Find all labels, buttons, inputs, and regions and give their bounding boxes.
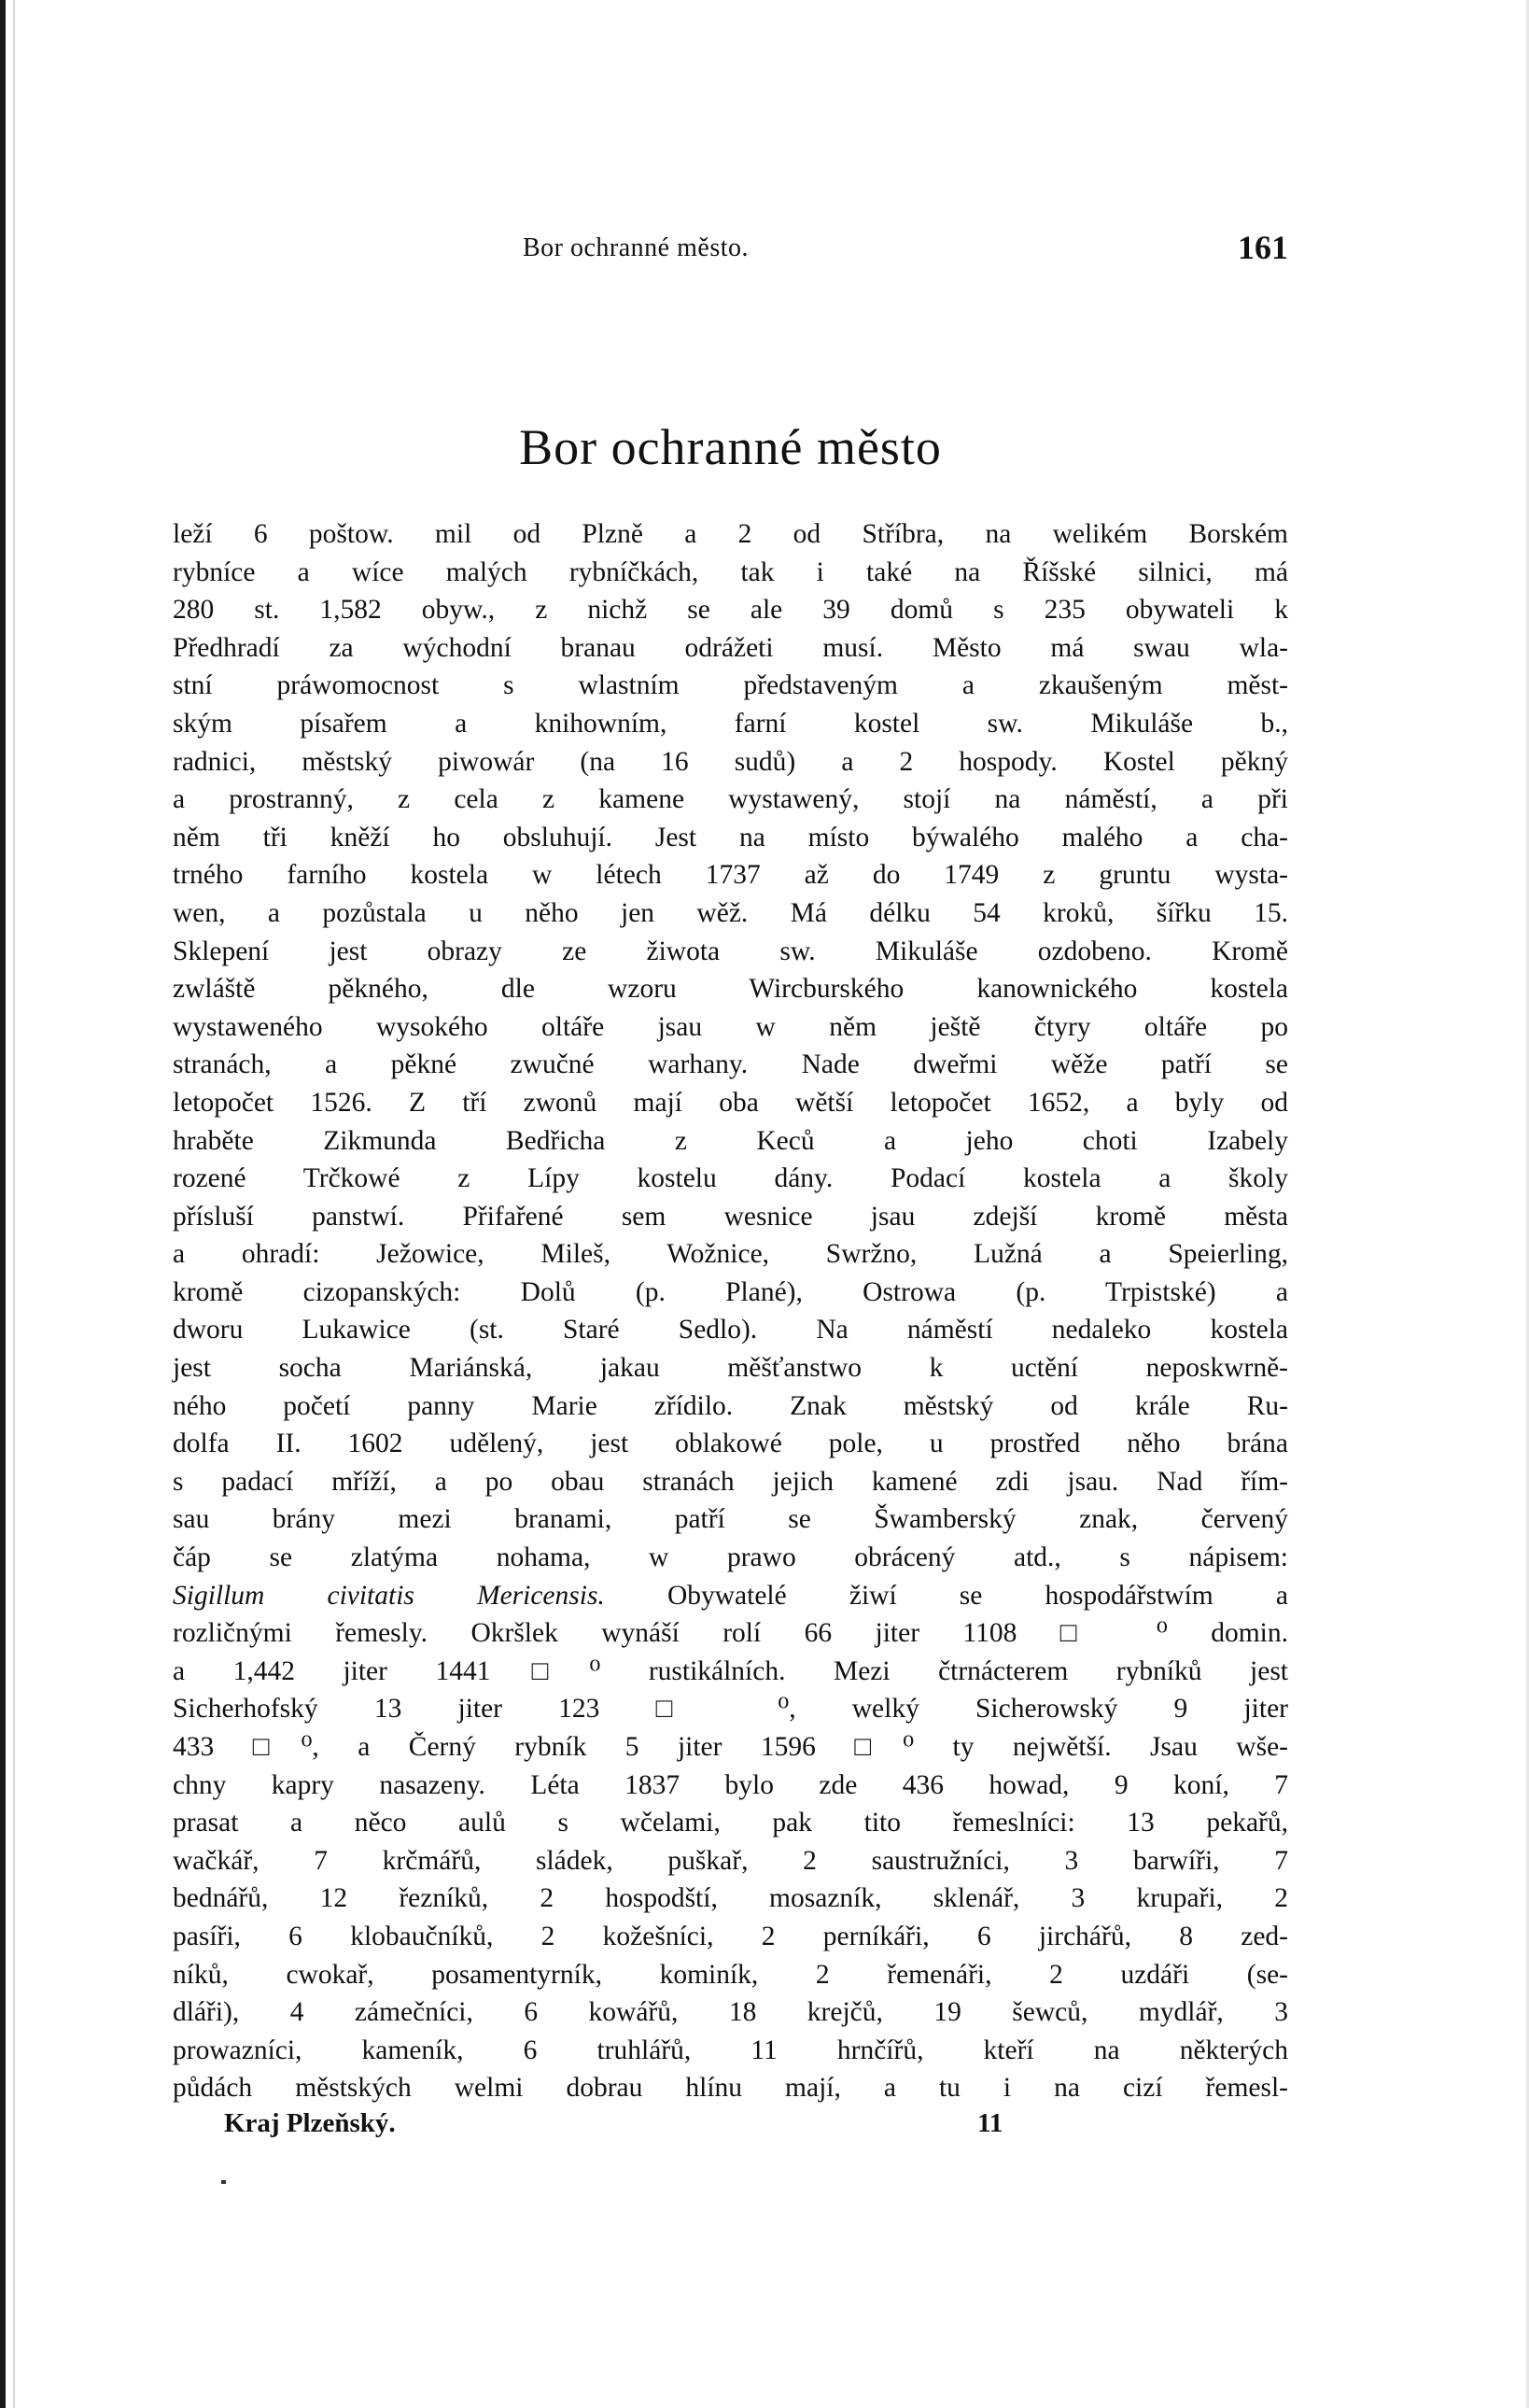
text-line: a ohradí: Ježowice, Mileš, Wožnice, Swržno, Lužná a Speierling, bbox=[173, 1239, 1288, 1270]
text-line: jest socha Mariánská, jakau měšťanstwo k uctění neposkwrně- bbox=[173, 1353, 1288, 1384]
body-text bbox=[173, 515, 1288, 2107]
text-line: ného početí panny Marie zřídilo. Znak městský od krále Ru- bbox=[173, 1390, 1288, 1421]
text-line: 433 □⁰, a Černý rybník 5 jiter 1596 □⁰ ty nejwětší. Jsau wše- bbox=[173, 1732, 1288, 1762]
footer-district: Kraj Plzeňský. bbox=[224, 2108, 396, 2138]
binding-edge bbox=[13, 0, 15, 2408]
text-line: stní práwomocnost s wlastním představeným a zkaušeným měst- bbox=[173, 670, 1288, 701]
text-line: s padací mříží, a po obau stranách jejich kamené zdi jsau. Nad řím- bbox=[173, 1466, 1288, 1497]
text-line: leží 6 poštow. mil od Plzně a 2 od Stříbra, na welikém Borském bbox=[173, 519, 1288, 549]
book-page bbox=[173, 0, 1288, 2408]
seal-inscription: Sigillum civitatis Mericensis. bbox=[173, 1580, 605, 1611]
text-line: trného farního kostela w létech 1737 až do 1749 z gruntu wysta- bbox=[173, 860, 1288, 891]
text-line: bednářů, 12 řezníků, 2 hospodští, mosazník, sklenář, 3 krupaři, 2 bbox=[173, 1883, 1288, 1914]
running-head bbox=[173, 229, 1288, 271]
text-line: hraběte Zikmunda Bedřicha z Keců a jeho choti Izabely bbox=[173, 1125, 1288, 1156]
text-line: chny kapry nasazeny. Léta 1837 bylo zde 436 howad, 9 koní, 7 bbox=[173, 1769, 1288, 1800]
text-line: zwláště pěkného, dle wzoru Wircburského kanownického kostela bbox=[173, 974, 1288, 1005]
text-line: kromě cizopanských: Dolů (p. Plané), Ostrowa (p. Trpistské) a bbox=[173, 1276, 1288, 1307]
page-number: 161 bbox=[1238, 229, 1288, 266]
text-line: něm tři kněží ho obsluhují. Jest na místo býwalého malého a cha- bbox=[173, 822, 1288, 852]
text-line: Předhradí za wýchodní branau odrážeti musí. Město má swau wla- bbox=[173, 632, 1288, 663]
text-line: dolfa II. 1602 udělený, jest oblakowé pole, u prostřed něho brána bbox=[173, 1429, 1288, 1459]
text-line: půdách městských welmi dobrau hlínu mají, a tu i na cizí řemesl- bbox=[173, 2073, 1288, 2104]
text-line: 280 st. 1,582 obyw., z nichž se ale 39 domů s 235 obywateli k bbox=[173, 595, 1288, 626]
text-line: wen, a pozůstala u něho jen wěž. Má délku 54 kroků, šířku 15. bbox=[173, 897, 1288, 928]
signature-mark: 11 bbox=[977, 2108, 1003, 2138]
binding-spine bbox=[0, 0, 6, 2408]
text-line: letopočet 1526. Z tří zwonů mají oba wětší letopočet 1652, a byly od bbox=[173, 1087, 1288, 1118]
text-line: Sklepení jest obrazy ze žiwota sw. Mikuláše ozdobeno. Kromě bbox=[173, 936, 1288, 966]
text-line: přísluší panstwí. Přifařené sem wesnice jsau zdejší kromě města bbox=[173, 1201, 1288, 1232]
text-line: stranách, a pěkné zwučné warhany. Nade dweřmi wěže patří se bbox=[173, 1049, 1288, 1080]
text-line: wačkář, 7 krčmářů, sládek, puškař, 2 saustružníci, 3 barwíři, 7 bbox=[173, 1845, 1288, 1876]
text-line: prowazníci, kameník, 6 truhlářů, 11 hrnčířů, kteří na některých bbox=[173, 2035, 1288, 2065]
text-line: Sigillum civitatis Mericensis. Obywatelé žiwí se hospodářstwím a bbox=[173, 1580, 1288, 1611]
text-line: ským písařem a knihowním, farní kostel sw. Mikuláše b., bbox=[173, 708, 1288, 739]
text-line: sau brány mezi branami, patří se Šwamberský znak, červený bbox=[173, 1504, 1288, 1535]
text-line: prasat a něco aulů s wčelami, pak tito řemeslníci: 13 pekařů, bbox=[173, 1808, 1288, 1838]
text-line: níků, cwokař, posamentyrník, kominík, 2 řemenáři, 2 uzdáři (se- bbox=[173, 1959, 1288, 1990]
text-line: rozličnými řemesly. Okršlek wynáší rolí 66 jiter 1108 □ ⁰ domin. bbox=[173, 1618, 1288, 1649]
text-line: a 1,442 jiter 1441□⁰ rustikálních. Mezi čtrnácterem rybníků jest bbox=[173, 1655, 1288, 1686]
running-title: Bor ochranné město. bbox=[523, 233, 749, 262]
print-speck bbox=[221, 2180, 226, 2184]
text-line: a prostranný, z cela z kamene wystawený, stojí na náměstí, a při bbox=[173, 784, 1288, 815]
text-line: Sicherhofský 13 jiter 123 □ ⁰, welký Sicherowský 9 jiter bbox=[173, 1694, 1288, 1725]
text-line: čáp se zlatýma nohama, w prawo obrácený atd., s nápisem: bbox=[173, 1542, 1288, 1573]
chapter-title: Bor ochranné město bbox=[519, 419, 942, 475]
text-line: dworu Lukawice (st. Staré Sedlo). Na náměstí nedaleko kostela bbox=[173, 1315, 1288, 1345]
text-line: rybníce a wíce malých rybníčkách, tak i také na Říšské silnici, má bbox=[173, 556, 1288, 587]
page-footer bbox=[173, 2108, 1288, 2146]
text-line: radnici, městský piwowár (na 16 sudů) a 2 hospody. Kostel pěkný bbox=[173, 746, 1288, 777]
text-line: pasíři, 6 klobaučníků, 2 kožešníci, 2 perníkáři, 6 jirchářů, 8 zed- bbox=[173, 1921, 1288, 1951]
text-line: wystaweného wysokého oltáře jsau w něm ještě čtyry oltáře po bbox=[173, 1011, 1288, 1042]
text-line: rozené Trčkowé z Lípy kostelu dány. Podací kostela a školy bbox=[173, 1163, 1288, 1194]
text-line: dláři), 4 zámečníci, 6 kowářů, 18 krejčů, 19 šewců, mydlář, 3 bbox=[173, 1997, 1288, 2028]
